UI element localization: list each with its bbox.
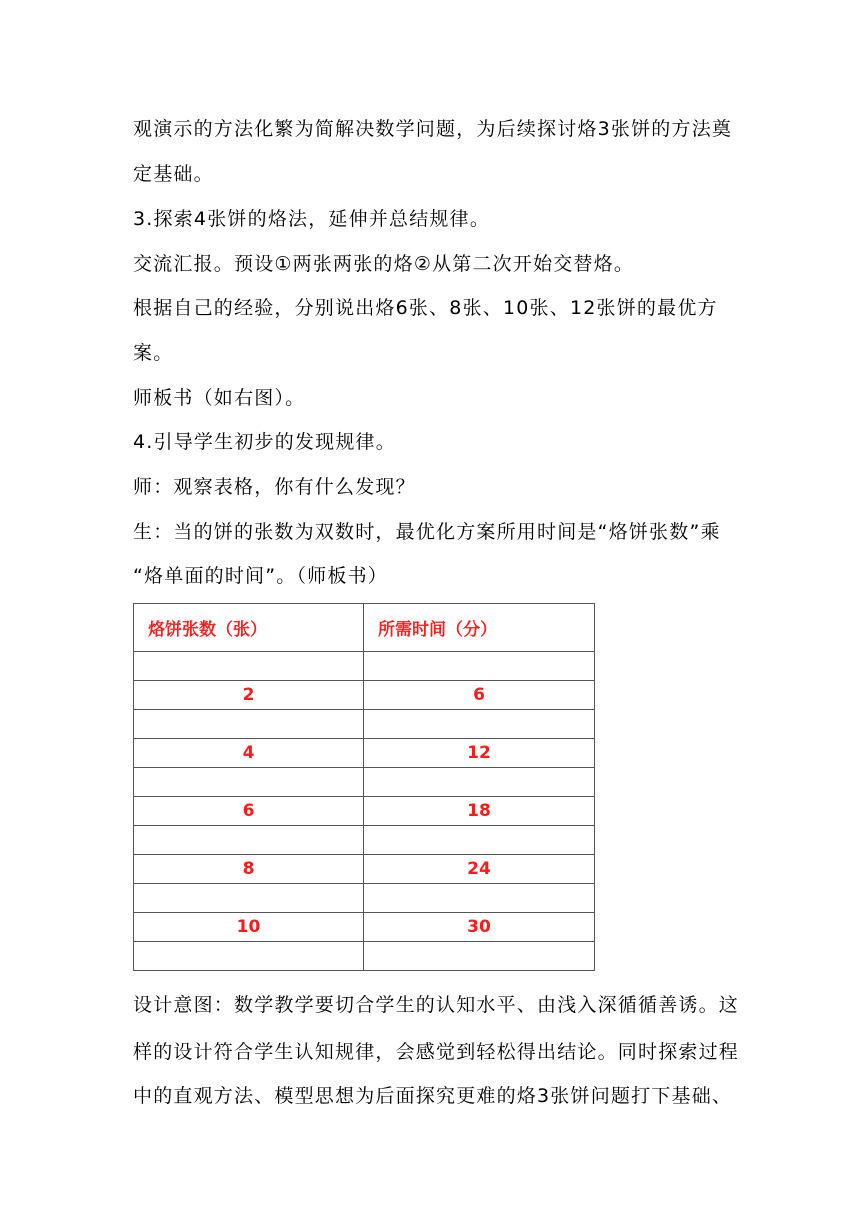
table-cell: 2 [134, 681, 364, 710]
table-row [134, 942, 595, 971]
table-cell [364, 942, 595, 971]
table-cell: 10 [134, 913, 364, 942]
pancake-time-table [133, 603, 595, 971]
table-header-row [134, 604, 595, 652]
table-cell [134, 768, 364, 797]
paragraph-line: 交流汇报。预设①两张两张的烙②从第二次开始交替烙。 [133, 253, 635, 275]
table-row [134, 855, 595, 884]
table-cell [364, 652, 595, 681]
paragraph-line: 中的直观方法、模型思想为后面探究更难的烙3张饼问题打下基础、 [133, 1085, 733, 1107]
table-cell: 8 [134, 855, 364, 884]
table-cell: 4 [134, 739, 364, 768]
table-row [134, 739, 595, 768]
table-row [134, 797, 595, 826]
section-heading: 3.探索4张饼的烙法，延伸并总结规律。 [133, 208, 491, 230]
table-cell [134, 942, 364, 971]
table-cell: 30 [364, 913, 595, 942]
paragraph-line: 师：观察表格，你有什么发现？ [133, 476, 416, 498]
paragraph-line: 定基础。 [133, 163, 214, 185]
table-cell [134, 884, 364, 913]
table-row [134, 884, 595, 913]
table-cell: 18 [364, 797, 595, 826]
section-heading: 4.引导学生初步的发现规律。 [133, 431, 396, 453]
table-cell: 12 [364, 739, 595, 768]
paragraph-line: 设计意图：数学教学要切合学生的认知水平、由浅入深循循善诱。这 [133, 994, 740, 1016]
table-cell [364, 768, 595, 797]
table-row [134, 768, 595, 797]
paragraph-line: 师板书（如右图）。 [133, 387, 306, 409]
table-row [134, 710, 595, 739]
table-row [134, 652, 595, 681]
table-cell [364, 826, 595, 855]
table-cell: 24 [364, 855, 595, 884]
paragraph-line: 根据自己的经验，分别说出烙6张、8张、10张、12张饼的最优方 [133, 297, 718, 319]
paragraph-line: 样的设计符合学生认知规律，会感觉到轻松得出结论。同时探索过程 [133, 1041, 740, 1063]
table-cell [134, 710, 364, 739]
paragraph-line: 观演示的方法化繁为简解决数学问题，为后续探讨烙3张饼的方法奠 [133, 118, 733, 140]
paragraph-line: 案。 [133, 342, 174, 364]
table-cell: 6 [364, 681, 595, 710]
table-row [134, 913, 595, 942]
table-row [134, 681, 595, 710]
paragraph-line: 生：当的饼的张数为双数时，最优化方案所用时间是“烙饼张数”乘 [133, 521, 721, 543]
table-cell [364, 884, 595, 913]
header-cell-time: 所需时间（分） [364, 604, 595, 652]
table-cell [134, 826, 364, 855]
table-cell [134, 652, 364, 681]
table-row [134, 826, 595, 855]
header-cell-count: 烙饼张数（张） [134, 604, 364, 652]
paragraph-line: “烙单面的时间”。（师板书） [133, 565, 388, 587]
table-cell [364, 710, 595, 739]
table-cell: 6 [134, 797, 364, 826]
